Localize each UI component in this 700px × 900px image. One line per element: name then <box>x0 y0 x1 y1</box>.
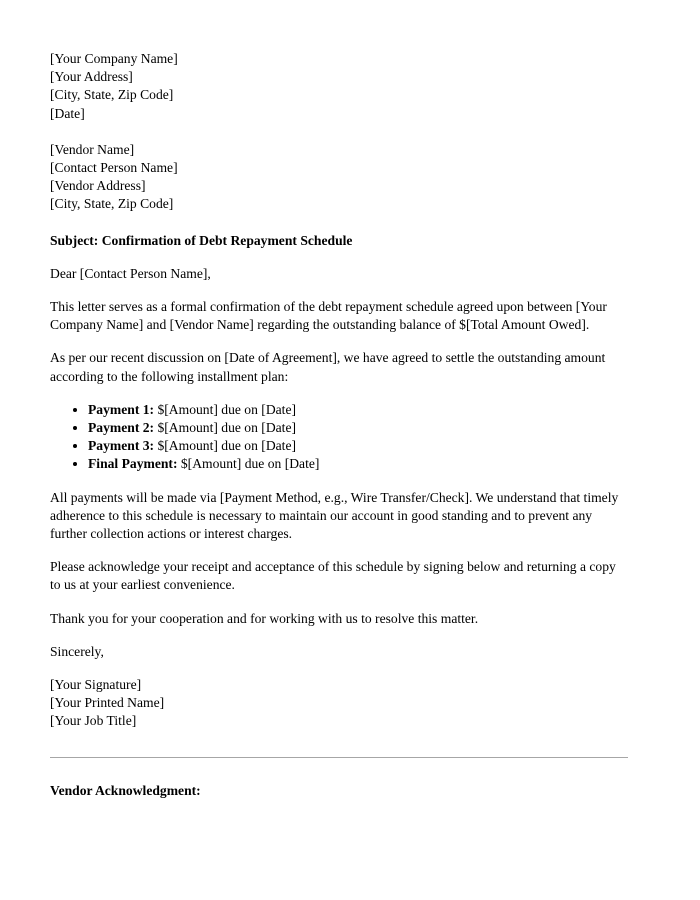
recipient-address-block <box>50 141 628 214</box>
closing: Sincerely, <box>50 643 104 659</box>
payment-2-text: $[Amount] due on [Date] <box>154 420 297 436</box>
sender-company-name: [Your Company Name] <box>50 51 178 66</box>
paragraph-payment-method: All payments will be made via [Payment Method, e.g., Wire Transfer/Check]. We understand that timely adherence to this schedule is necessary to maintain our account in good standing and to prevent any further collection actions or interest charges. <box>50 489 619 542</box>
printed-name-line: [Your Printed Name] <box>50 695 165 711</box>
payment-1-text: $[Amount] due on [Date] <box>154 401 297 417</box>
contact-person-name: [Contact Person Name] <box>50 160 178 176</box>
payment-item-3 <box>88 437 628 455</box>
letter-date: [Date] <box>50 105 85 121</box>
payment-item-2 <box>88 419 628 437</box>
payment-item-1 <box>88 401 628 419</box>
payment-3-text: $[Amount] due on [Date] <box>154 438 297 454</box>
paragraph-agreement: As per our recent discussion on [Date of Agreement], we have agreed to settle the outstanding amount according to the following installment plan: <box>50 350 606 384</box>
paragraph-acknowledge-request: Please acknowledge your receipt and acceptance of this schedule by signing below and returning a copy to us at your earliest convenience. <box>50 559 616 593</box>
final-payment-label: Final Payment: <box>88 456 178 472</box>
payment-2-label: Payment 2: <box>88 420 155 436</box>
final-payment-text: $[Amount] due on [Date] <box>177 456 320 472</box>
vendor-acknowledgment-heading: Vendor Acknowledgment: <box>50 782 201 798</box>
salutation: Dear [Contact Person Name], <box>50 265 211 281</box>
section-divider <box>50 757 628 758</box>
sender-address: [Your Address] <box>50 69 133 85</box>
subject-line: Subject: Confirmation of Debt Repayment Schedule <box>50 232 353 248</box>
vendor-name: [Vendor Name] <box>50 141 135 157</box>
sender-address-block <box>50 50 628 123</box>
payment-item-final <box>88 455 628 473</box>
paragraph-confirmation: This letter serves as a formal confirmation of the debt repayment schedule agreed upon between [Your Company Name] and [Vendor Name] regarding the outstanding balance of $[Total Amount Owed]. <box>50 299 607 333</box>
signature-block <box>50 676 628 731</box>
sender-city-state-zip: [City, State, Zip Code] <box>50 87 174 103</box>
signature-line: [Your Signature] <box>50 677 142 693</box>
payment-3-label: Payment 3: <box>88 438 155 454</box>
vendor-address: [Vendor Address] <box>50 178 146 194</box>
paragraph-thanks: Thank you for your cooperation and for working with us to resolve this matter. <box>50 610 479 626</box>
vendor-city-state-zip: [City, State, Zip Code] <box>50 196 174 212</box>
payment-1-label: Payment 1: <box>88 401 155 417</box>
job-title-line: [Your Job Title] <box>50 713 137 729</box>
payment-schedule-list <box>50 401 628 474</box>
